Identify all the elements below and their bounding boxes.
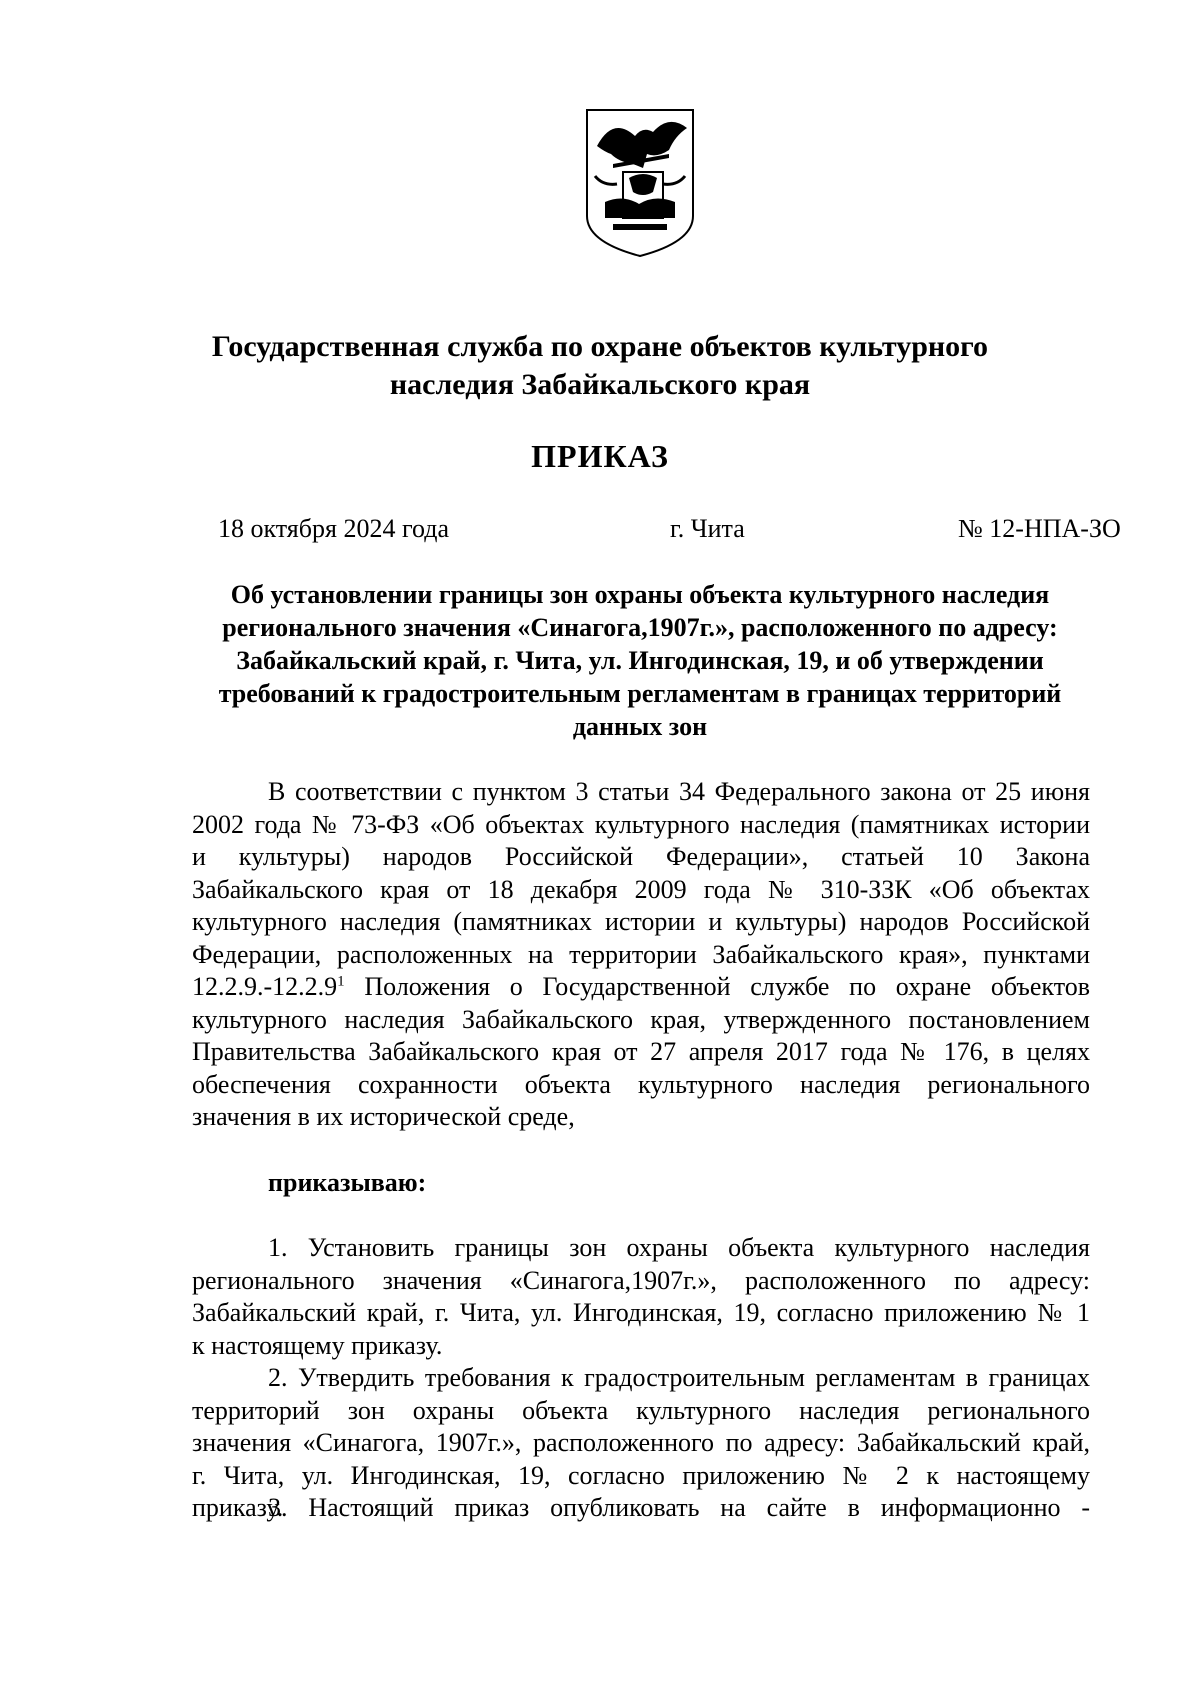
subject-line: Об установлении границы зон охраны объекта культурного наследия xyxy=(230,580,1050,609)
item-line: г. Чита, ул. Ингодинская, 19, согласно приложению № 2 к настоящему xyxy=(192,1460,1090,1490)
item-line: 3. Настоящий приказ опубликовать на сайте в информационно - xyxy=(268,1493,1090,1522)
intro-text: Положения о Государственной службе по охране объектов xyxy=(344,972,1090,1001)
decree-word: приказываю: xyxy=(268,1168,427,1197)
item-line: значения «Синагога, 1907г.», расположенного по адресу: Забайкальский край, xyxy=(192,1428,1090,1457)
order-item-3 xyxy=(192,1492,1090,1525)
item-line: 1. Установить границы зон охраны объекта культурного наследия xyxy=(268,1233,1090,1262)
subject-line: регионального значения «Синагога,1907г.», расположенного по адресу: xyxy=(222,613,1058,642)
intro-line: культурного наследия (памятниках истории и культуры) народов Российской xyxy=(192,907,1090,936)
intro-line: обеспечения сохранности объекта культурного наследия регионального xyxy=(192,1069,1090,1099)
order-city: г. Чита xyxy=(670,514,745,543)
item-line: Забайкальский край, г. Чита, ул. Ингодинская, 19, согласно приложению № 1 xyxy=(192,1298,1090,1327)
intro-line: культурного наследия Забайкальского края, утвержденного постановлением xyxy=(192,1004,1090,1034)
intro-line: Правительства Забайкальского края от 27 апреля 2017 года № 176, в целях xyxy=(192,1037,1090,1066)
subject-line: данных зон xyxy=(572,712,708,741)
organization-name-line-1: Государственная служба по охране объектов культурного xyxy=(211,330,989,363)
item-line: 2. Утвердить требования к градостроительным регламентам в границах xyxy=(268,1363,1090,1392)
intro-line: 2002 года № 73-ФЗ «Об объектах культурного наследия (памятниках истории xyxy=(192,809,1090,839)
intro-line: Федерации, расположенных на территории Забайкальского края», пунктами xyxy=(192,939,1090,969)
intro-line: В соответствии с пунктом 3 статьи 34 Федерального закона от 25 июня xyxy=(268,777,1090,806)
intro-text: 12.2.9.-12.2.9 xyxy=(192,972,338,1001)
organization-name-line-2: наследия Забайкальского края xyxy=(389,368,811,401)
intro-line: Забайкальского края от 18 декабря 2009 года № 310-ЗЗК «Об объектах xyxy=(192,874,1090,904)
coat-of-arms-emblem xyxy=(583,106,697,258)
order-date: 18 октября 2024 года xyxy=(218,514,449,543)
order-subject xyxy=(200,578,1080,743)
item-line: приказу. xyxy=(192,1493,284,1522)
item-line: регионального значения «Синагога,1907г.», расположенного по адресу: xyxy=(192,1265,1090,1295)
order-item-1 xyxy=(192,1232,1090,1362)
order-number: № 12-НПА-ЗО xyxy=(958,514,1121,543)
intro-line: значения в их исторической среде, xyxy=(192,1102,575,1131)
item-line: к настоящему приказу. xyxy=(192,1330,443,1360)
document-type: ПРИКАЗ xyxy=(531,438,669,474)
intro-paragraph xyxy=(192,776,1090,1134)
subject-line: требований к градостроительным регламентам в границах территорий xyxy=(218,679,1062,708)
intro-line: и культуры) народов Российской Федерации», статьей 10 Закона xyxy=(192,842,1090,871)
footnote-mark: 1 xyxy=(337,973,345,990)
item-line: территорий зон охраны объекта культурного наследия регионального xyxy=(192,1395,1090,1425)
subject-line: Забайкальский край, г. Чита, ул. Ингодинская, 19, и об утверждении xyxy=(236,646,1044,675)
intro-line-with-footnote xyxy=(192,971,1090,1004)
